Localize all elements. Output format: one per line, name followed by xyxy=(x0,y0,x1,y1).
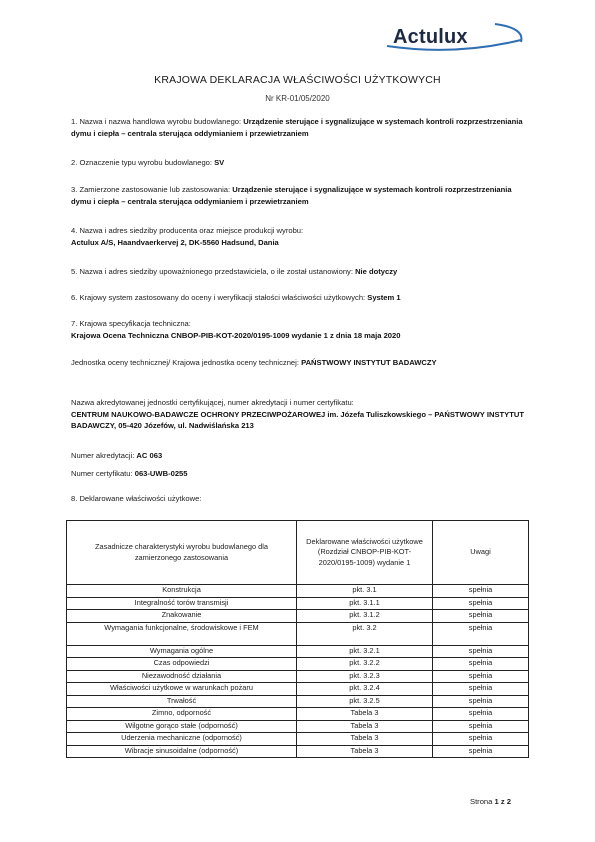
cert-label: Nazwa akredytowanej jednostki certyfikującej, numer akredytacji i numer certyfikatu: xyxy=(71,398,354,407)
cell-remark: spełnia xyxy=(433,658,529,671)
item-7 xyxy=(71,318,531,341)
item-1 xyxy=(71,116,531,139)
table-row xyxy=(67,720,529,733)
item-6 xyxy=(71,292,531,304)
actulux-logo xyxy=(385,22,525,58)
page-number-label: Strona xyxy=(470,797,495,806)
cell-remark: spełnia xyxy=(433,597,529,610)
cell-remark: spełnia xyxy=(433,720,529,733)
item-5-value: Nie dotyczy xyxy=(355,267,398,276)
cell-reference: pkt. 3.2.3 xyxy=(297,670,433,683)
document-title: KRAJOWA DEKLARACJA WŁAŚCIWOŚCI UŻYTKOWYCH xyxy=(154,74,441,86)
item-2 xyxy=(71,157,531,169)
cell-characteristic: Integralność torów transmisji xyxy=(67,597,297,610)
table-row xyxy=(67,733,529,746)
header-declared-performance: Deklarowane właściwości użytkowe (Rozdział CNBOP-PIB-KOT-2020/0195-1009) wydanie 1 xyxy=(297,521,433,585)
item-1-value: Urządzenie sterujące i sygnalizujące w systemach kontroli rozprzestrzeniania dymu i ciepła – centrala sterująca oddymianiem i przewietrzaniem xyxy=(71,117,523,138)
item-3 xyxy=(71,184,531,207)
item-7-value: Krajowa Ocena Techniczna CNBOP-PIB-KOT-2020/0195-1009 wydanie 1 z dnia 18 maja 2020 xyxy=(71,330,401,340)
cell-reference: pkt. 3.2.4 xyxy=(297,683,433,696)
table-row xyxy=(67,670,529,683)
item-8 xyxy=(71,493,531,505)
item-4 xyxy=(71,225,531,248)
cell-characteristic: Konstrukcja xyxy=(67,585,297,598)
technical-assessment-body xyxy=(71,357,531,369)
certificate-number xyxy=(71,468,531,480)
item-3-label: 3. Zamierzone zastosowanie lub zastosowania: xyxy=(71,185,233,194)
certno-value: 063-UWB-0255 xyxy=(134,469,188,478)
table-row xyxy=(67,622,529,645)
certification-body xyxy=(71,397,531,432)
table-row xyxy=(67,645,529,658)
accr-label: Numer akredytacji: xyxy=(71,451,137,460)
cell-characteristic: Zimno, odporność xyxy=(67,708,297,721)
cell-reference: pkt. 3.2.2 xyxy=(297,658,433,671)
unit-value: PAŃSTWOWY INSTYTUT BADAWCZY xyxy=(301,358,437,367)
certno-label: Numer certyfikatu: xyxy=(71,469,135,478)
cell-characteristic: Wilgotne gorąco stałe (odporność) xyxy=(67,720,297,733)
cell-reference: pkt. 3.2.1 xyxy=(297,645,433,658)
cell-characteristic: Uderzenia mechaniczne (odporność) xyxy=(67,733,297,746)
cell-remark: spełnia xyxy=(433,708,529,721)
cell-reference: Tabela 3 xyxy=(297,745,433,758)
cell-remark: spełnia xyxy=(433,585,529,598)
cell-remark: spełnia xyxy=(433,695,529,708)
table-row xyxy=(67,610,529,623)
cell-reference: pkt. 3.1.2 xyxy=(297,610,433,623)
page-number xyxy=(470,797,511,806)
logo-text: Actulux xyxy=(393,26,468,48)
item-8-label: 8. Deklarowane właściwości użytkowe: xyxy=(71,494,202,503)
cell-reference: pkt. 3.2 xyxy=(297,622,433,645)
cell-reference: pkt. 3.1 xyxy=(297,585,433,598)
cell-remark: spełnia xyxy=(433,610,529,623)
cell-characteristic: Czas odpowiedzi xyxy=(67,658,297,671)
cell-characteristic: Znakowanie xyxy=(67,610,297,623)
table-row xyxy=(67,683,529,696)
table-row xyxy=(67,745,529,758)
cell-remark: spełnia xyxy=(433,683,529,696)
table-row xyxy=(67,708,529,721)
cell-remark: spełnia xyxy=(433,670,529,683)
item-6-value: System 1 xyxy=(367,293,401,302)
cell-reference: Tabela 3 xyxy=(297,720,433,733)
item-6-label: 6. Krajowy system zastosowany do oceny i weryfikacji stałości właściwości użytkowych: xyxy=(71,293,368,302)
item-2-value: SV xyxy=(214,158,225,167)
table-row xyxy=(67,585,529,598)
header-remarks: Uwagi xyxy=(433,521,529,585)
cell-remark: spełnia xyxy=(433,733,529,746)
item-4-value: Actulux A/S, Haandvaerkervej 2, DK-5560 Hadsund, Dania xyxy=(71,237,279,247)
cell-characteristic: Wymagania ogólne xyxy=(67,645,297,658)
item-1-label: 1. Nazwa i nazwa handlowa wyrobu budowlanego: xyxy=(71,117,244,126)
item-7-label: 7. Krajowa specyfikacja techniczna: xyxy=(71,319,191,328)
table-row xyxy=(67,658,529,671)
cell-reference: Tabela 3 xyxy=(297,733,433,746)
cell-reference: pkt. 3.1.1 xyxy=(297,597,433,610)
header-characteristics: Zasadnicze charakterystyki wyrobu budowlanego dla zamierzonego zastosowania xyxy=(67,521,297,585)
document-number: Nr KR-01/05/2020 xyxy=(265,94,330,103)
cell-characteristic: Wymagania funkcjonalne, środowiskowe i FEM xyxy=(67,622,297,645)
cell-reference: Tabela 3 xyxy=(297,708,433,721)
item-3-value: Urządzenie sterujące i sygnalizujące w systemach kontroli rozprzestrzeniania dymu i ciepła – centrala sterująca oddymianiem i przewietrzaniem xyxy=(71,185,512,206)
page-number-value: 1 z 2 xyxy=(494,797,511,806)
accr-value: AC 063 xyxy=(136,451,163,460)
table-row xyxy=(67,695,529,708)
cell-remark: spełnia xyxy=(433,745,529,758)
table-row xyxy=(67,597,529,610)
cell-remark: spełnia xyxy=(433,622,529,645)
item-5 xyxy=(71,266,531,278)
cell-reference: pkt. 3.2.5 xyxy=(297,695,433,708)
cell-characteristic: Wibracje sinusoidalne (odporność) xyxy=(67,745,297,758)
cert-value: CENTRUM NAUKOWO-BADAWCZE OCHRONY PRZECIWPOŻAROWEJ im. Józefa Tuliszkowskiego – PAŃSTWOWY INSTYTUT BADAWCZY, 05-420 Józefów, ul. Nadwiślańska 213 xyxy=(71,409,524,431)
cell-characteristic: Właściwości użytkowe w warunkach pożaru xyxy=(67,683,297,696)
table-header-row xyxy=(67,521,529,585)
item-4-label: 4. Nazwa i adres siedziby producenta oraz miejsce produkcji wyrobu: xyxy=(71,226,304,235)
cell-remark: spełnia xyxy=(433,645,529,658)
cell-characteristic: Trwałość xyxy=(67,695,297,708)
item-5-label: 5. Nazwa i adres siedziby upoważnionego przedstawiciela, o ile został ustanowiony: xyxy=(71,267,356,276)
accreditation-number xyxy=(71,450,531,462)
unit-label: Jednostka oceny technicznej/ Krajowa jednostka oceny technicznej: xyxy=(71,358,302,367)
cell-characteristic: Niezawodność działania xyxy=(67,670,297,683)
performance-table xyxy=(66,520,528,758)
item-2-label: 2. Oznaczenie typu wyrobu budowlanego: xyxy=(71,158,215,167)
